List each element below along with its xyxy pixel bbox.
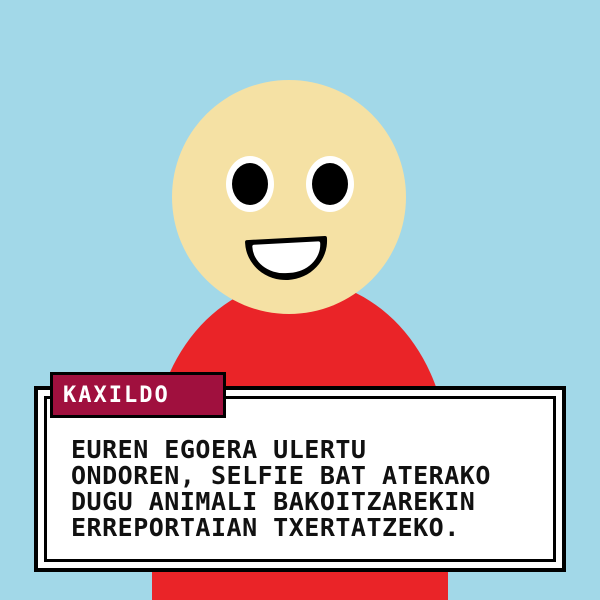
left-pupil bbox=[232, 163, 268, 205]
dialog-inner-frame bbox=[44, 396, 556, 562]
dialog-text: EUREN EGOERA ULERTU ONDOREN, SELFIE BAT ATERAKO DUGU ANIMALI BAKOITZAREKIN ERREPORTAIAN TXERTATZEKO. bbox=[71, 435, 491, 542]
speaker-name-tag bbox=[50, 372, 226, 418]
left-eye bbox=[226, 156, 274, 212]
right-pupil bbox=[312, 163, 348, 205]
speaker-name: KAXILDO bbox=[63, 383, 170, 408]
right-eye bbox=[306, 156, 354, 212]
character-teeth bbox=[252, 241, 321, 275]
dialog-text-area bbox=[47, 399, 553, 559]
speaker-name-tag-fill bbox=[53, 375, 223, 415]
